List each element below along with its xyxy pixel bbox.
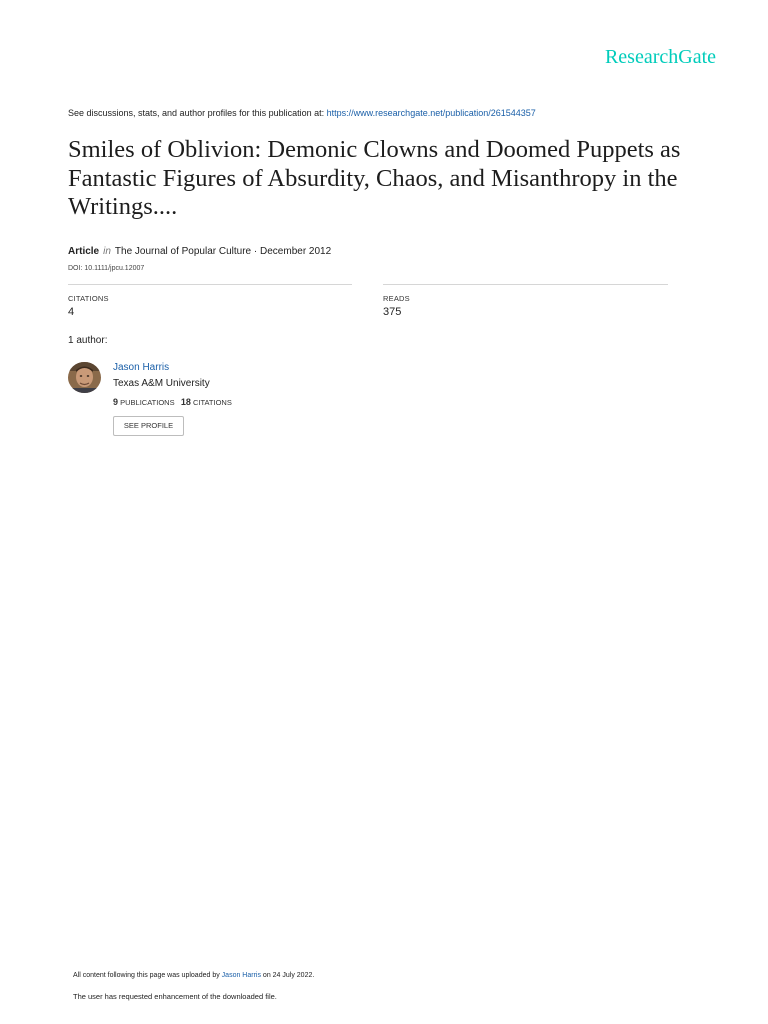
citations-value: 4 [68,306,75,318]
publication-type: Article [68,246,100,257]
discussion-line [68,108,536,118]
uploader-link[interactable]: Jason Harris [221,972,261,979]
author-citations-count: 18 [180,397,191,407]
author-name-link[interactable]: Jason Harris [113,362,170,373]
reads-divider [383,284,668,285]
in-word: in [103,246,111,257]
publication-title: Smiles of Oblivion: Demonic Clowns and Doomed Puppets as Fantastic Figures of Absurdity, Chaos, and Misanthropy in the Writings.... [68,136,681,220]
publication-meta [68,246,331,257]
citations-divider [68,284,352,285]
discussion-prefix: See discussions, stats, and author profiles for this publication at: [68,108,325,118]
enhancement-note: The user has requested enhancement of the downloaded file. [73,992,277,1001]
upload-note [73,972,314,979]
publication-date: December 2012 [260,246,332,257]
author-publications-count: 9 [113,397,119,407]
authors-heading: 1 author: [68,335,108,346]
author-publications-label: PUBLICATIONS [120,398,175,407]
author-avatar[interactable] [68,362,101,393]
author-stats [113,397,232,407]
reads-value: 375 [383,306,402,318]
upload-suffix: on 24 July 2022. [262,972,315,979]
author-citations-label: CITATIONS [192,398,232,407]
avatar-photo-icon [68,362,101,393]
author-institution: Texas A&M University [113,378,210,389]
researchgate-logo[interactable]: ResearchGate [604,46,716,68]
doi-text: DOI: 10.1111/jpcu.12007 [68,265,145,272]
see-profile-button[interactable]: SEE PROFILE [113,416,184,436]
journal-name: The Journal of Popular Culture [114,246,252,257]
meta-separator: · [253,246,258,257]
upload-prefix: All content following this page was uploaded by [73,972,220,979]
publication-link[interactable]: https://www.researchgate.net/publication/261544357 [326,108,536,118]
reads-label: READS [383,294,410,303]
citations-label: CITATIONS [68,294,109,303]
